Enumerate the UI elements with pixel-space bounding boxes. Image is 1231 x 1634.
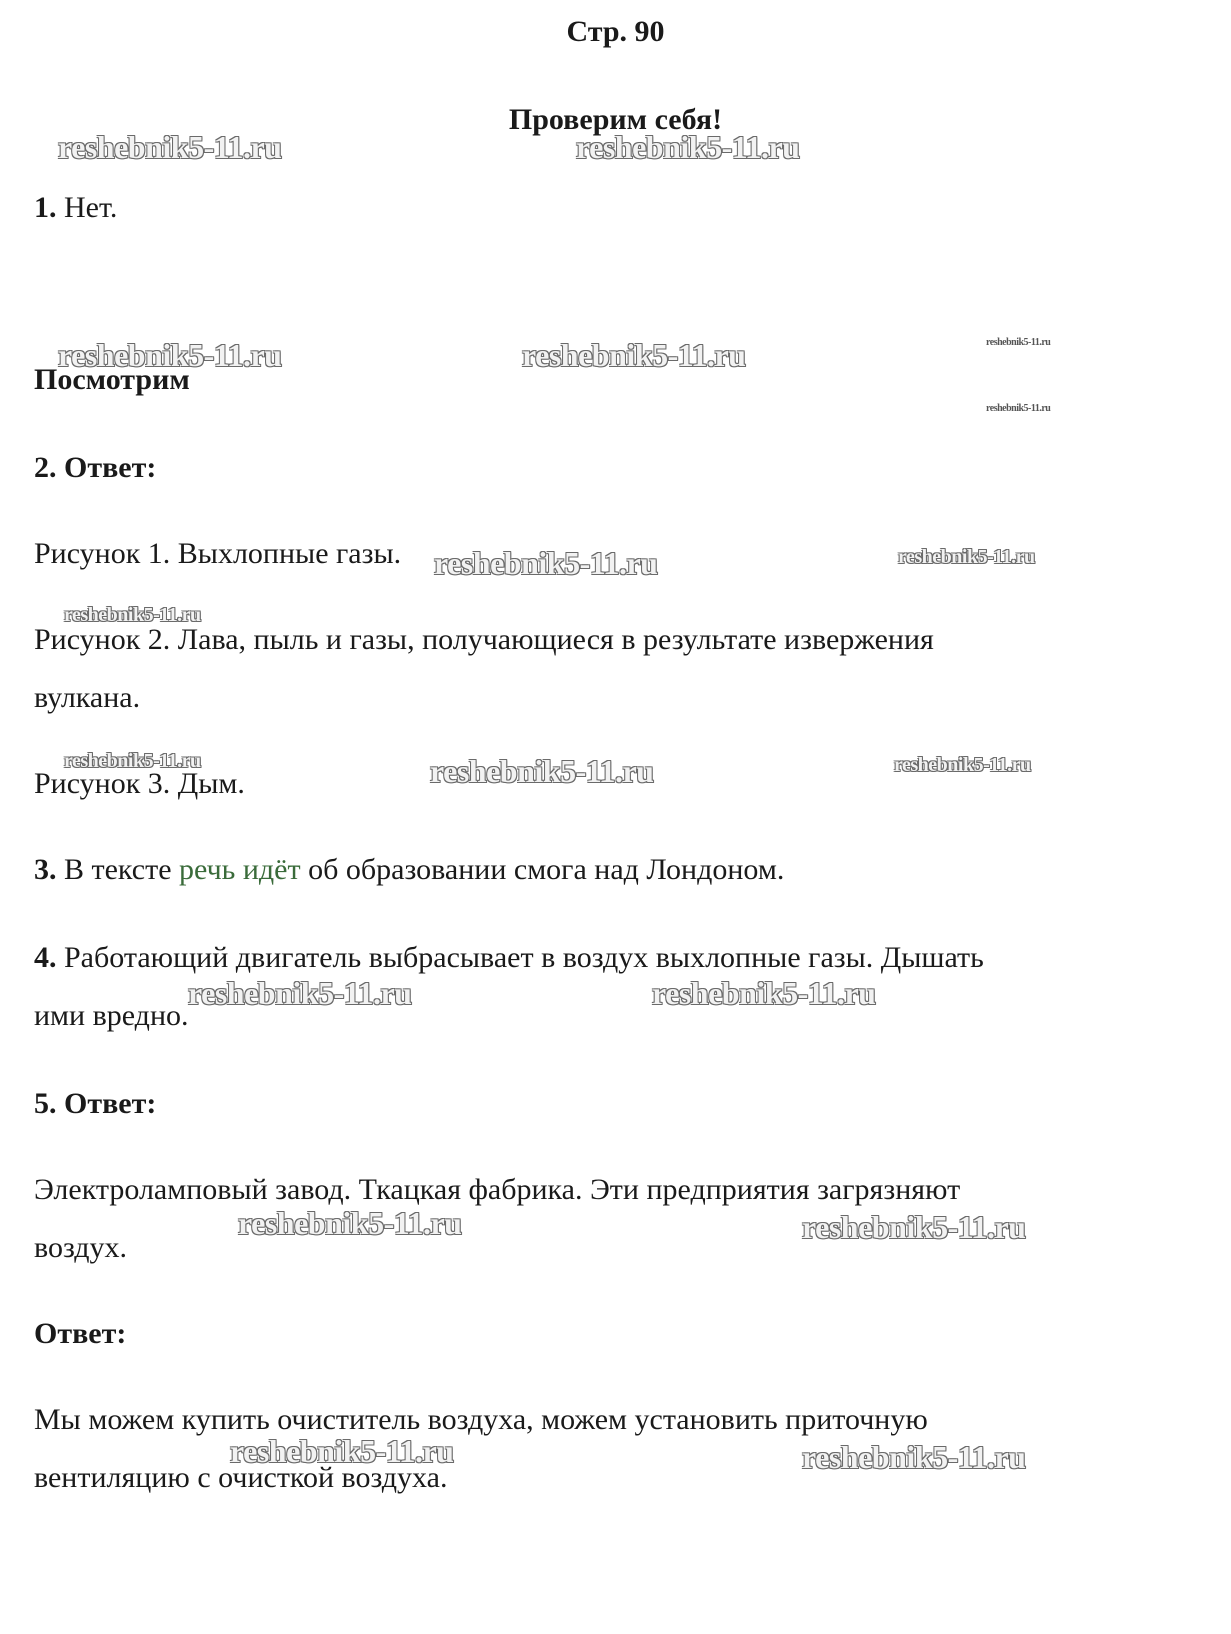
watermark: reshebnik5-11.ru: [430, 753, 654, 789]
watermark: reshebnik5-11.ru: [898, 546, 1035, 568]
watermark: reshebnik5-11.ru: [802, 1439, 1026, 1475]
watermark: reshebnik5-11.ru: [238, 1205, 462, 1241]
answer-2-line-2: Рисунок 2. Лава, пыль и газы, получающиеся в результате извержения: [34, 623, 934, 656]
answer-4-line-1: [34, 940, 984, 976]
answer-3-number: 3.: [34, 853, 57, 886]
watermark: reshebnik5-11.ru: [522, 337, 746, 373]
subheading-posmotrim: Посмотрим: [34, 363, 190, 396]
answer-4-line-2: ими вредно.: [34, 999, 189, 1032]
watermark: reshebnik5-11.ru: [58, 129, 282, 165]
answer-3-text-highlight: речь идёт: [179, 853, 301, 886]
watermark: reshebnik5-11.ru: [64, 750, 201, 772]
answer-3-text-b: об образовании смога над Лондоном.: [300, 853, 785, 886]
answer-5-line-1: Электроламповый завод. Ткацкая фабрика. Эти предприятия загрязняют: [34, 1173, 961, 1206]
answer-2-line-1: Рисунок 1. Выхлопные газы.: [34, 537, 402, 570]
watermark: reshebnik5-11.ru: [230, 1433, 454, 1469]
section-title: Проверим себя!: [508, 103, 723, 136]
answer-2-line-3: вулкана.: [34, 681, 141, 714]
answer-6-line-1: Мы можем купить очиститель воздуха, можем установить приточную: [34, 1403, 928, 1436]
answer-2-line-4: Рисунок 3. Дым.: [34, 767, 245, 800]
answer-1-number: 1.: [34, 191, 57, 224]
watermark: reshebnik5-11.ru: [188, 975, 412, 1011]
watermark: reshebnik5-11.ru: [58, 337, 282, 373]
answer-6-heading: Ответ:: [34, 1317, 127, 1350]
watermark: reshebnik5-11.ru: [434, 545, 658, 581]
answer-4-number: 4.: [34, 941, 57, 974]
answer-2-heading: 2. Ответ:: [34, 451, 157, 484]
answer-4-text: Работающий двигатель выбрасывает в воздух выхлопные газы. Дышать: [64, 941, 984, 974]
answer-3-text-a: В тексте: [64, 853, 180, 886]
watermark: reshebnik5-11.ru: [576, 129, 800, 165]
watermark: reshebnik5-11.ru: [986, 337, 1051, 348]
watermark: reshebnik5-11.ru: [64, 604, 201, 626]
answer-5-heading: 5. Ответ:: [34, 1087, 157, 1120]
watermark: reshebnik5-11.ru: [652, 975, 876, 1011]
answer-5-line-2: воздух.: [34, 1231, 128, 1264]
page-label: Стр. 90: [566, 15, 665, 48]
answer-3: [34, 852, 784, 888]
watermark: reshebnik5-11.ru: [802, 1209, 1026, 1245]
answer-1-text: Нет.: [64, 191, 118, 224]
answer-1: [34, 190, 117, 226]
watermark: reshebnik5-11.ru: [986, 403, 1051, 414]
watermark: reshebnik5-11.ru: [894, 754, 1031, 776]
answer-6-line-2: вентиляцию с очисткой воздуха.: [34, 1461, 448, 1494]
